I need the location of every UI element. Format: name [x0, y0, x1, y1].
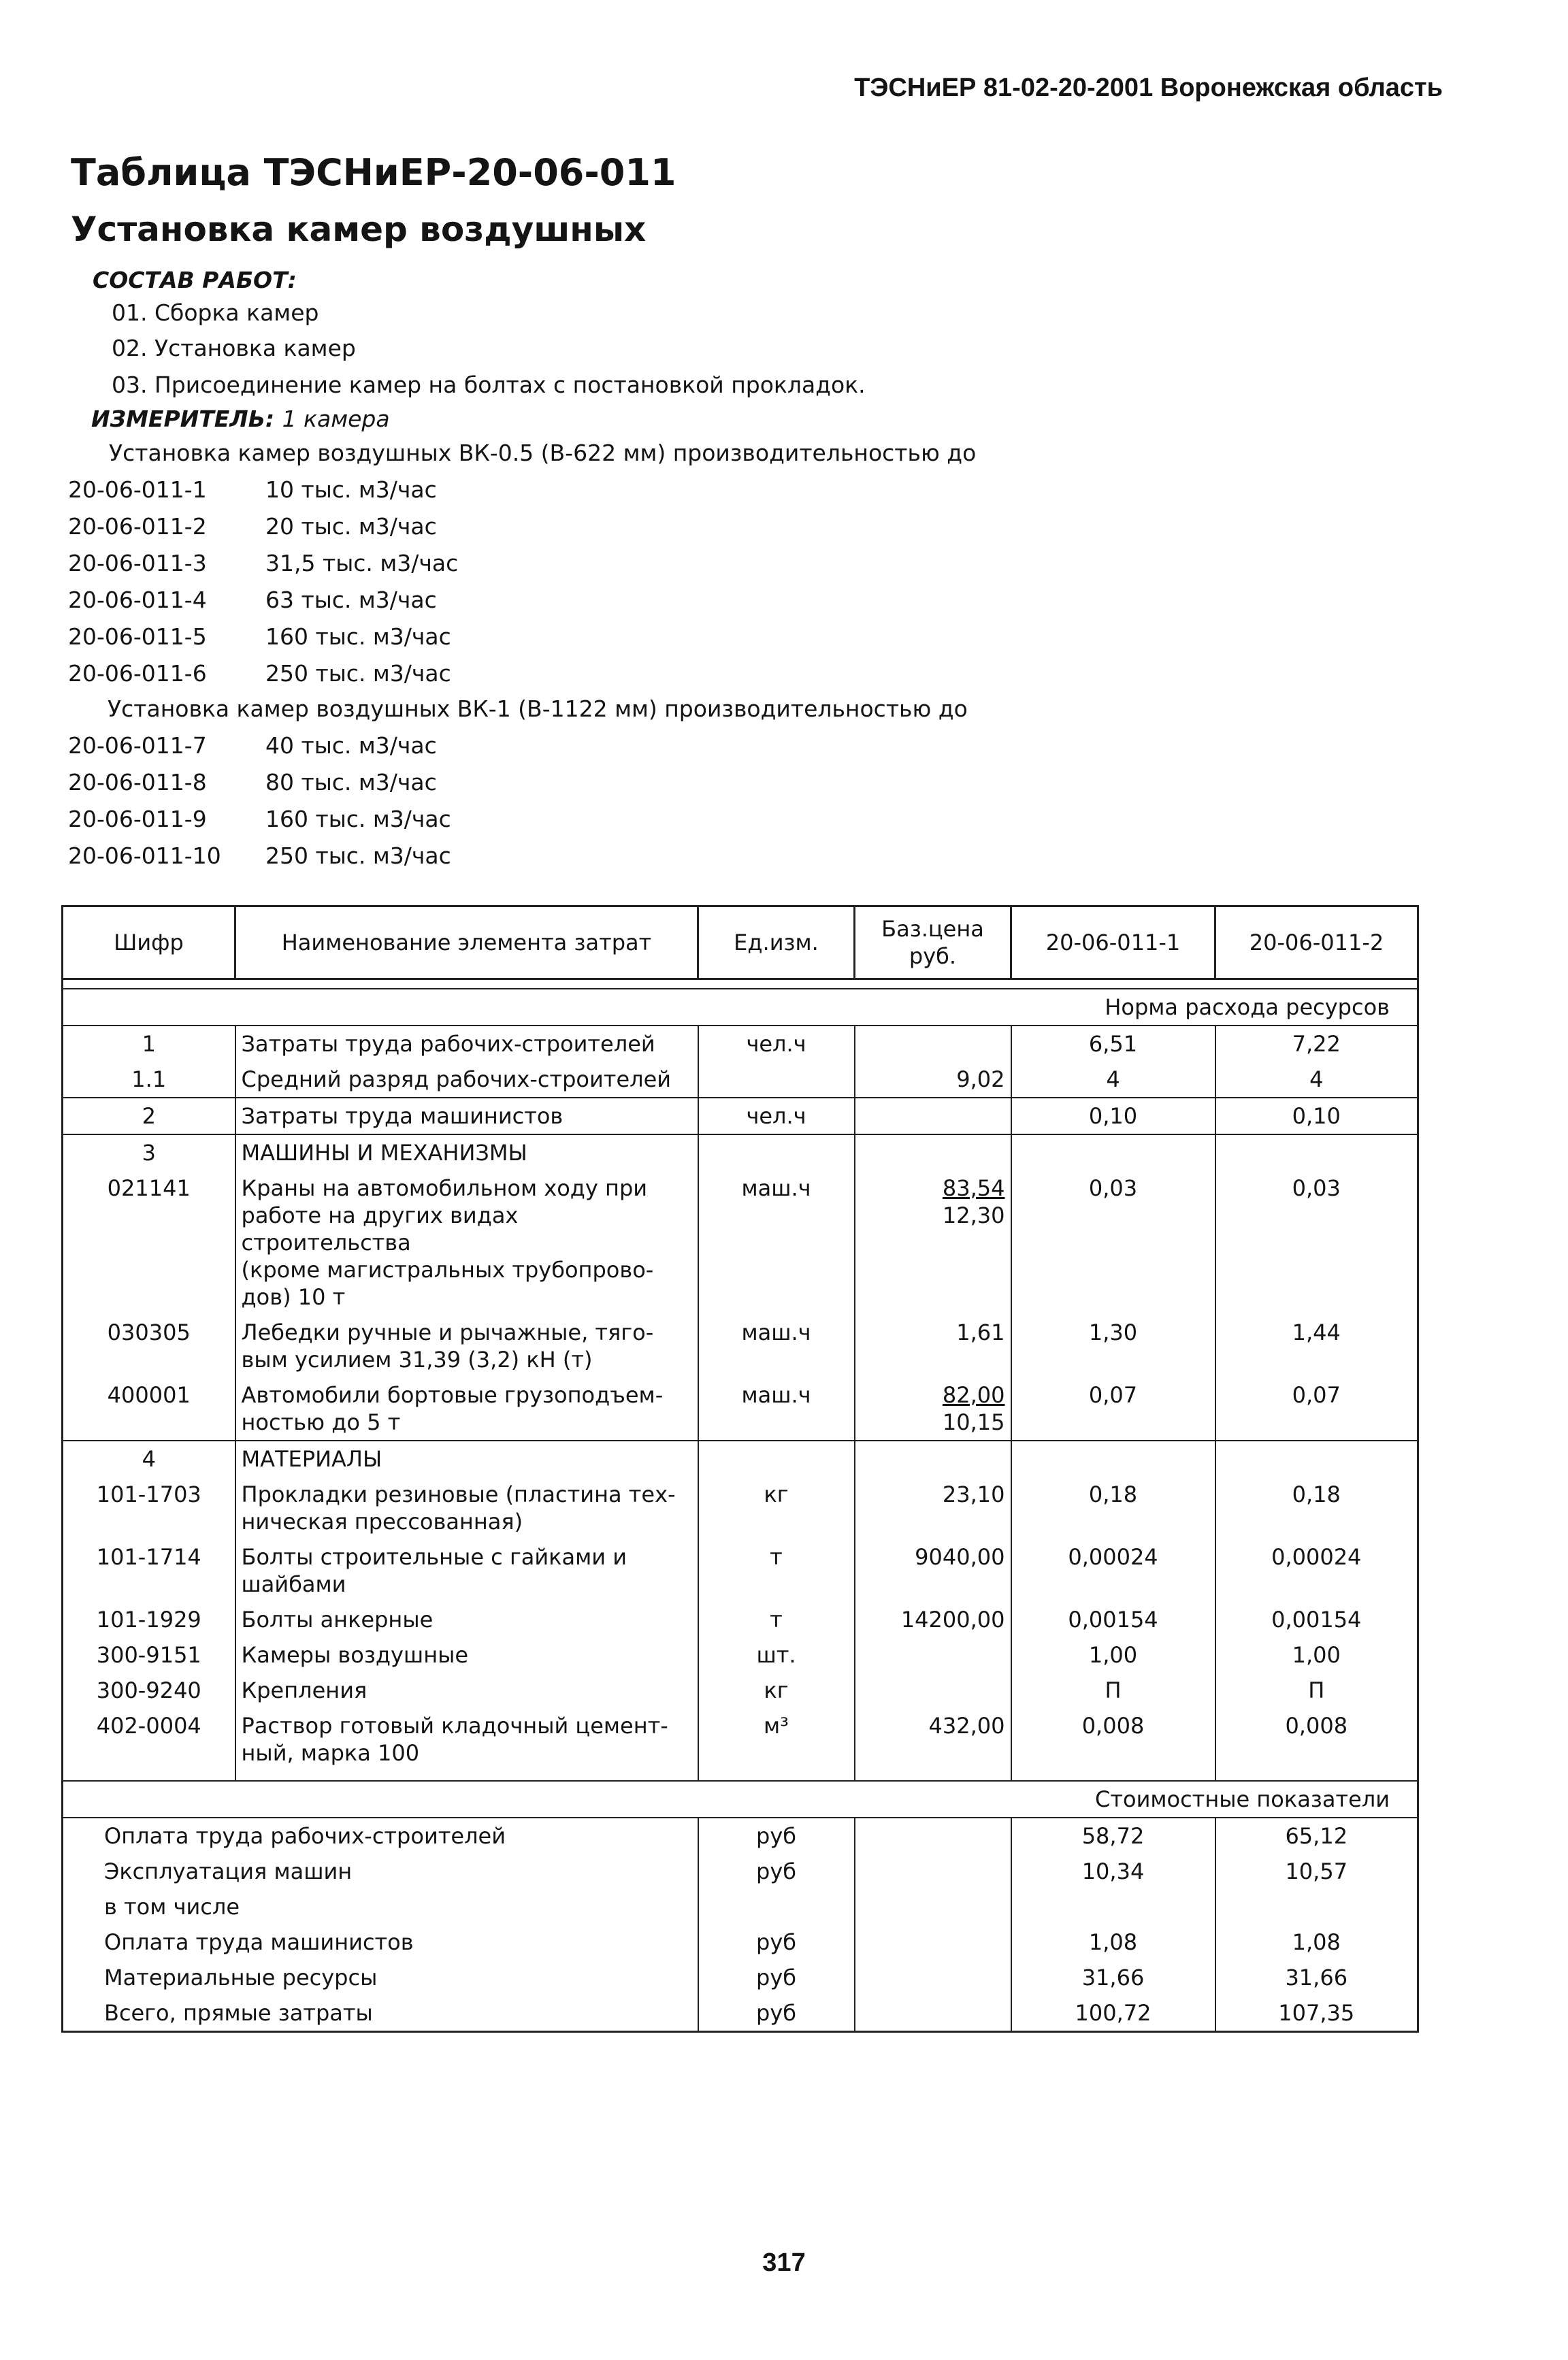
row-v2: 0,00154	[1215, 1602, 1418, 1637]
total-row	[63, 1995, 1418, 2032]
total-v2: 65,12	[1215, 1818, 1418, 1854]
code: 20-06-011-2	[68, 513, 207, 540]
total-v1	[1011, 1889, 1215, 1924]
total-name: Материальные ресурсы	[63, 1960, 698, 1995]
total-name: Оплата труда машинистов	[63, 1924, 698, 1960]
row-v1: 6,51	[1011, 1026, 1215, 1062]
capacity: 160 тыс. м3/час	[265, 623, 451, 650]
row-v1: 1,30	[1011, 1315, 1215, 1377]
code: 20-06-011-6	[68, 660, 207, 687]
code-row	[68, 660, 451, 693]
col-header-code: Шифр	[63, 906, 235, 979]
row-v2: 1,00	[1215, 1637, 1418, 1673]
row-v2: 0,03	[1215, 1170, 1418, 1315]
name-line: работе на других видах строительства	[241, 1202, 519, 1256]
row-unit: чел.ч	[698, 1098, 855, 1134]
section-name: МАТЕРИАЛЫ	[235, 1441, 698, 1477]
total-v2: 31,66	[1215, 1960, 1418, 1995]
total-row	[63, 1889, 1418, 1924]
row-unit: т	[698, 1539, 855, 1602]
section-row	[63, 1134, 1418, 1170]
row-code: 1.1	[63, 1062, 235, 1098]
table-row	[63, 1708, 1418, 1771]
total-v1: 58,72	[1011, 1818, 1215, 1854]
norm-label: Норма расхода ресурсов	[63, 989, 1418, 1026]
row-name: Затраты труда машинистов	[235, 1098, 698, 1134]
work-item: 02. Установка камер	[112, 335, 356, 361]
row-price	[855, 1377, 1011, 1441]
name-line: дов) 10 т	[241, 1284, 346, 1310]
price-top: 82,00	[942, 1382, 1005, 1408]
row-unit: маш.ч	[698, 1170, 855, 1315]
row-v2: 4	[1215, 1062, 1418, 1098]
row-v1: 4	[1011, 1062, 1215, 1098]
total-v2	[1215, 1889, 1418, 1924]
name-line: вым усилием 31,39 (3,2) кН (т)	[241, 1347, 593, 1373]
code-row	[68, 842, 451, 875]
price-bottom: 10,15	[942, 1409, 1005, 1435]
total-v1: 1,08	[1011, 1924, 1215, 1960]
row-name	[235, 1539, 698, 1602]
code-row	[68, 476, 437, 509]
row-v1: П	[1011, 1673, 1215, 1708]
total-row	[63, 1960, 1418, 1995]
capacity: 40 тыс. м3/час	[265, 732, 437, 759]
spacer-row	[63, 1771, 1418, 1781]
capacity: 160 тыс. м3/час	[265, 806, 451, 832]
cost-label-row	[63, 1781, 1418, 1818]
col-header-v2: 20-06-011-2	[1215, 906, 1418, 979]
name-line: шайбами	[241, 1571, 346, 1597]
row-price: 23,10	[855, 1477, 1011, 1539]
row-v1: 0,008	[1011, 1708, 1215, 1771]
row-name	[235, 1315, 698, 1377]
total-v2: 10,57	[1215, 1854, 1418, 1889]
code: 20-06-011-10	[68, 842, 221, 869]
table-header-row	[63, 906, 1418, 979]
row-name: Крепления	[235, 1673, 698, 1708]
table-row	[63, 1602, 1418, 1637]
code: 20-06-011-1	[68, 476, 207, 503]
total-v2: 1,08	[1215, 1924, 1418, 1960]
total-name: Оплата труда рабочих-строителей	[63, 1818, 698, 1854]
row-name	[235, 1377, 698, 1441]
norm-label-row	[63, 989, 1418, 1026]
code-row	[68, 806, 451, 838]
table-row	[63, 1673, 1418, 1708]
row-code: 101-1714	[63, 1539, 235, 1602]
row-v1: 1,00	[1011, 1637, 1215, 1673]
capacity: 63 тыс. м3/час	[265, 587, 437, 613]
row-code: 101-1703	[63, 1477, 235, 1539]
code-row	[68, 513, 437, 546]
row-price	[855, 1170, 1011, 1315]
total-name: Всего, прямые затраты	[63, 1995, 698, 2032]
total-unit: руб	[698, 1995, 855, 2032]
row-name	[235, 1708, 698, 1771]
work-item: 03. Присоединение камер на болтах с постановкой прокладок.	[112, 372, 866, 398]
col-header-unit: Ед.изм.	[698, 906, 855, 979]
name-line: Прокладки резиновые (пластина тех-	[241, 1481, 676, 1507]
norm-label-row	[63, 979, 1418, 989]
row-v2: 0,008	[1215, 1708, 1418, 1771]
row-v1: 0,07	[1011, 1377, 1215, 1441]
row-v1: 0,03	[1011, 1170, 1215, 1315]
total-v1: 31,66	[1011, 1960, 1215, 1995]
row-v2: 0,00024	[1215, 1539, 1418, 1602]
row-v1: 0,00154	[1011, 1602, 1215, 1637]
row-name	[235, 1170, 698, 1315]
name-line: Лебедки ручные и рычажные, тяго-	[241, 1320, 654, 1345]
total-row	[63, 1924, 1418, 1960]
section-row	[63, 1441, 1418, 1477]
row-unit	[698, 1062, 855, 1098]
name-line: ный, марка 100	[241, 1740, 420, 1766]
row-v1: 0,00024	[1011, 1539, 1215, 1602]
table-row	[63, 1170, 1418, 1315]
work-item: 01. Сборка камер	[112, 299, 319, 326]
table-row	[63, 1062, 1418, 1098]
row-unit: кг	[698, 1673, 855, 1708]
row-v2: П	[1215, 1673, 1418, 1708]
row-code: 402-0004	[63, 1708, 235, 1771]
row-v2: 0,18	[1215, 1477, 1418, 1539]
row-name	[235, 1477, 698, 1539]
capacity: 250 тыс. м3/час	[265, 660, 451, 687]
code: 20-06-011-5	[68, 623, 207, 650]
row-name: Болты анкерные	[235, 1602, 698, 1637]
row-price: 9,02	[855, 1062, 1011, 1098]
code-row	[68, 587, 437, 619]
row-name: Камеры воздушные	[235, 1637, 698, 1673]
total-name: в том числе	[63, 1889, 698, 1924]
row-code: 300-9240	[63, 1673, 235, 1708]
row-unit: кг	[698, 1477, 855, 1539]
row-name: Затраты труда рабочих-строителей	[235, 1026, 698, 1062]
capacity: 250 тыс. м3/час	[265, 842, 451, 869]
row-v1: 0,10	[1011, 1098, 1215, 1134]
code-row	[68, 623, 451, 656]
total-row	[63, 1854, 1418, 1889]
col-header-name: Наименование элемента затрат	[235, 906, 698, 979]
total-name: Эксплуатация машин	[63, 1854, 698, 1889]
table-row	[63, 1315, 1418, 1377]
total-v1: 100,72	[1011, 1995, 1215, 2032]
table-row	[63, 1637, 1418, 1673]
price-bottom: 12,30	[942, 1202, 1005, 1228]
table-row	[63, 1026, 1418, 1062]
code: 20-06-011-4	[68, 587, 207, 613]
code: 20-06-011-8	[68, 769, 207, 796]
name-line: (кроме магистральных трубопрово-	[241, 1257, 654, 1283]
section-name: МАШИНЫ И МЕХАНИЗМЫ	[235, 1134, 698, 1170]
total-unit: руб	[698, 1854, 855, 1889]
row-price	[855, 1637, 1011, 1673]
code-row	[68, 769, 437, 802]
cost-label: Стоимостные показатели	[63, 1781, 1418, 1818]
row-v2: 0,07	[1215, 1377, 1418, 1441]
table-row	[63, 1477, 1418, 1539]
row-unit: чел.ч	[698, 1026, 855, 1062]
running-header: ТЭСНиЕР 81-02-20-2001 Воронежская область	[854, 73, 1443, 102]
row-code: 2	[63, 1098, 235, 1134]
row-price: 1,61	[855, 1315, 1011, 1377]
code-row	[68, 550, 458, 583]
name-line: ностью до 5 т	[241, 1409, 401, 1435]
total-unit: руб	[698, 1960, 855, 1995]
page-number: 317	[762, 2248, 806, 2277]
total-row	[63, 1818, 1418, 1854]
code: 20-06-011-7	[68, 732, 207, 759]
name-line: Болты строительные с гайками и	[241, 1544, 627, 1570]
row-unit: т	[698, 1602, 855, 1637]
row-v2: 1,44	[1215, 1315, 1418, 1377]
code: 20-06-011-3	[68, 550, 207, 576]
resource-table	[61, 905, 1419, 2033]
total-v1: 10,34	[1011, 1854, 1215, 1889]
table-row	[63, 1098, 1418, 1134]
table-title: Таблица ТЭСНиЕР-20-06-011	[71, 151, 676, 194]
row-unit: маш.ч	[698, 1315, 855, 1377]
code: 20-06-011-9	[68, 806, 207, 832]
table-subtitle: Установка камер воздушных	[71, 210, 647, 249]
row-code: 101-1929	[63, 1602, 235, 1637]
capacity: 31,5 тыс. м3/час	[265, 550, 459, 576]
row-unit: маш.ч	[698, 1377, 855, 1441]
code-row	[68, 732, 437, 765]
row-v2: 7,22	[1215, 1026, 1418, 1062]
composition-label: СОСТАВ РАБОТ:	[93, 267, 297, 293]
name-line: ническая прессованная)	[241, 1509, 523, 1535]
row-price: 9040,00	[855, 1539, 1011, 1602]
row-price	[855, 1098, 1011, 1134]
row-v1: 0,18	[1011, 1477, 1215, 1539]
col-header-price: Баз.цена руб.	[855, 906, 1011, 979]
name-line: Раствор готовый кладочный цемент-	[241, 1713, 668, 1739]
capacity: 80 тыс. м3/час	[265, 769, 437, 796]
row-code: 400001	[63, 1377, 235, 1441]
row-price	[855, 1673, 1011, 1708]
capacity: 10 тыс. м3/час	[265, 476, 437, 503]
name-line: Краны на автомобильном ходу при	[241, 1175, 648, 1201]
row-price: 14200,00	[855, 1602, 1011, 1637]
measure-line	[91, 406, 390, 432]
total-unit: руб	[698, 1818, 855, 1854]
row-unit: шт.	[698, 1637, 855, 1673]
col-header-v1: 20-06-011-1	[1011, 906, 1215, 979]
table-row	[63, 1377, 1418, 1441]
total-v2: 107,35	[1215, 1995, 1418, 2032]
total-unit	[698, 1889, 855, 1924]
row-code: 030305	[63, 1315, 235, 1377]
measure-value: 1 камера	[282, 406, 390, 432]
price-top: 83,54	[942, 1175, 1005, 1201]
measure-label: ИЗМЕРИТЕЛЬ:	[91, 406, 275, 432]
row-name: Средний разряд рабочих-строителей	[235, 1062, 698, 1098]
total-unit: руб	[698, 1924, 855, 1960]
section-code: 3	[63, 1134, 235, 1170]
group2-title: Установка камер воздушных ВК-1 (В-1122 мм) производительностью до	[108, 695, 968, 722]
group1-title: Установка камер воздушных ВК-0.5 (В-622 мм) производительностью до	[109, 440, 977, 466]
name-line: Автомобили бортовые грузоподъем-	[241, 1382, 664, 1408]
row-code: 021141	[63, 1170, 235, 1315]
row-price: 432,00	[855, 1708, 1011, 1771]
table-row	[63, 1539, 1418, 1602]
row-v2: 0,10	[1215, 1098, 1418, 1134]
capacity: 20 тыс. м3/час	[265, 513, 437, 540]
row-code: 1	[63, 1026, 235, 1062]
row-price	[855, 1026, 1011, 1062]
row-code: 300-9151	[63, 1637, 235, 1673]
row-unit: м³	[698, 1708, 855, 1771]
section-code: 4	[63, 1441, 235, 1477]
